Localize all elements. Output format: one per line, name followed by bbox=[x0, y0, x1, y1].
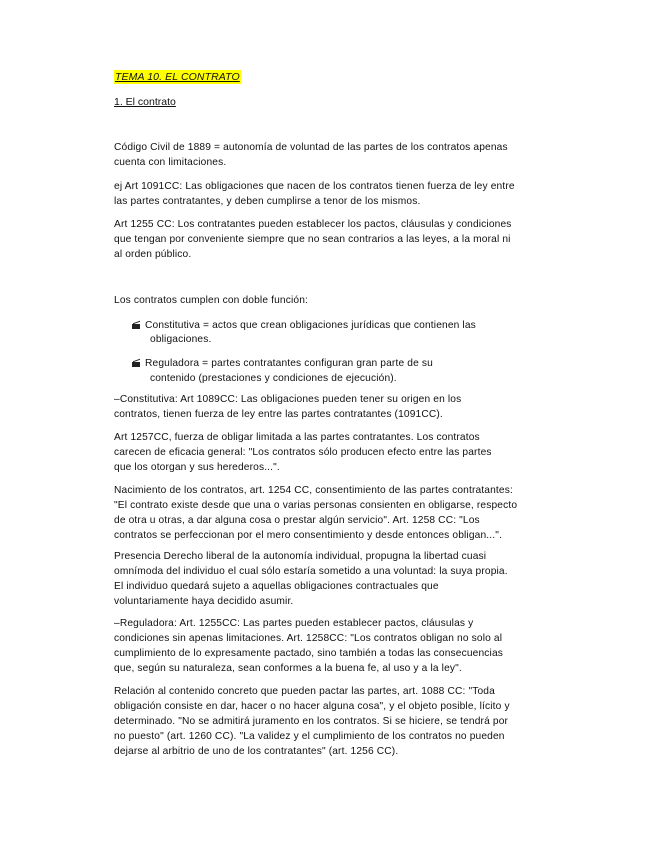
paragraph-line: determinado. "No se admitirá juramento en los contratos. Si se hiciere, se tendrá por bbox=[114, 716, 509, 727]
paragraph-line: –Constitutiva: Art 1089CC: Las obligaciones pueden tener su origen en los bbox=[114, 394, 462, 405]
paragraph-line: contratos se perfeccionan por el mero consentimiento y desde entonces obligan...". bbox=[114, 530, 502, 541]
paragraph-line: Art 1255 CC: Los contratantes pueden establecer los pactos, cláusulas y condiciones bbox=[114, 219, 512, 230]
paragraph-line: dejarse al arbitrio de uno de los contratantes" (art. 1256 CC). bbox=[114, 746, 399, 757]
bullet-line: contenido (prestaciones y condiciones de ejecución). bbox=[150, 373, 397, 384]
paragraph-line: cumplimiento de lo expresamente pactado, sino también a todas las consecuencias bbox=[114, 648, 504, 659]
bullet-line: obligaciones. bbox=[150, 334, 212, 345]
check-box-icon bbox=[132, 322, 141, 329]
paragraph-line: que, según su naturaleza, sean conformes a la buena fe, al uso y a la ley". bbox=[114, 663, 462, 674]
paragraph-line: Código Civil de 1889 = autonomía de voluntad de las partes de los contratos apenas bbox=[114, 142, 508, 153]
paragraph-line: carecen de eficacia general: "Los contratos sólo producen efecto entre las partes bbox=[114, 447, 492, 458]
paragraph-line: las partes contratantes, y deben cumplirse a tenor de los mismos. bbox=[114, 196, 421, 207]
paragraph-line: ej Art 1091CC: Las obligaciones que nacen de los contratos tienen fuerza de ley entre bbox=[114, 181, 515, 192]
paragraph-line: "El contrato existe desde que una o varias personas consienten en obligarse, respecto bbox=[114, 500, 518, 511]
paragraph-line: omnímoda del individuo el cual sólo estaría sometido a una voluntad: la suya propia. bbox=[114, 566, 508, 577]
paragraph-line: Relación al contenido concreto que pueden pactar las partes, art. 1088 CC: "Toda bbox=[114, 686, 495, 697]
paragraph-line: voluntariamente haya decidido asumir. bbox=[114, 596, 294, 607]
paragraph-line: Presencia Derecho liberal de la autonomía individual, propugna la libertad cuasi bbox=[114, 551, 487, 562]
bullet-line: Constitutiva = actos que crean obligaciones jurídicas que contienen las bbox=[145, 320, 476, 331]
paragraph-line: obligación consiste en dar, hacer o no hacer alguna cosa", y el objeto posible, lícito y bbox=[114, 701, 510, 712]
document-title: TEMA 10. EL CONTRATO bbox=[115, 71, 240, 83]
paragraph-line: de otra u otras, a dar alguna cosa o prestar algún servicio". Art. 1258 CC: "Los bbox=[114, 515, 480, 526]
check-box-icon bbox=[132, 360, 141, 367]
bullet-line: Reguladora = partes contratantes configuran gran parte de su bbox=[145, 358, 433, 369]
paragraph-line: Los contratos cumplen con doble función: bbox=[114, 295, 309, 306]
paragraph-line: El individuo quedará sujeto a aquellas obligaciones contractuales que bbox=[114, 581, 439, 592]
section-heading: 1. El contrato bbox=[114, 96, 176, 108]
paragraph-line: que los otorgan y sus herederos...". bbox=[114, 462, 280, 473]
paragraph-line: al orden público. bbox=[114, 249, 192, 260]
paragraph-line: Art 1257CC, fuerza de obligar limitada a las partes contratantes. Los contratos bbox=[114, 432, 480, 443]
paragraph-line: no puesto" (art. 1260 CC). "La validez y el cumplimiento de los contratos no pueden bbox=[114, 731, 505, 742]
paragraph-line: –Reguladora: Art. 1255CC: Las partes pueden establecer pactos, cláusulas y bbox=[114, 618, 474, 629]
paragraph-line: contratos, tienen fuerza de ley entre las partes contratantes (1091CC). bbox=[114, 409, 443, 420]
paragraph-line: cuenta con limitaciones. bbox=[114, 157, 227, 168]
paragraph-line: que tengan por conveniente siempre que no sean contrarios a las leyes, a la moral ni bbox=[114, 234, 511, 245]
paragraph-line: condiciones sin apenas limitaciones. Art. 1258CC: "Los contratos obligan no solo al bbox=[114, 633, 503, 644]
paragraph-line: Nacimiento de los contratos, art. 1254 CC, consentimiento de las partes contratantes: bbox=[114, 485, 513, 496]
